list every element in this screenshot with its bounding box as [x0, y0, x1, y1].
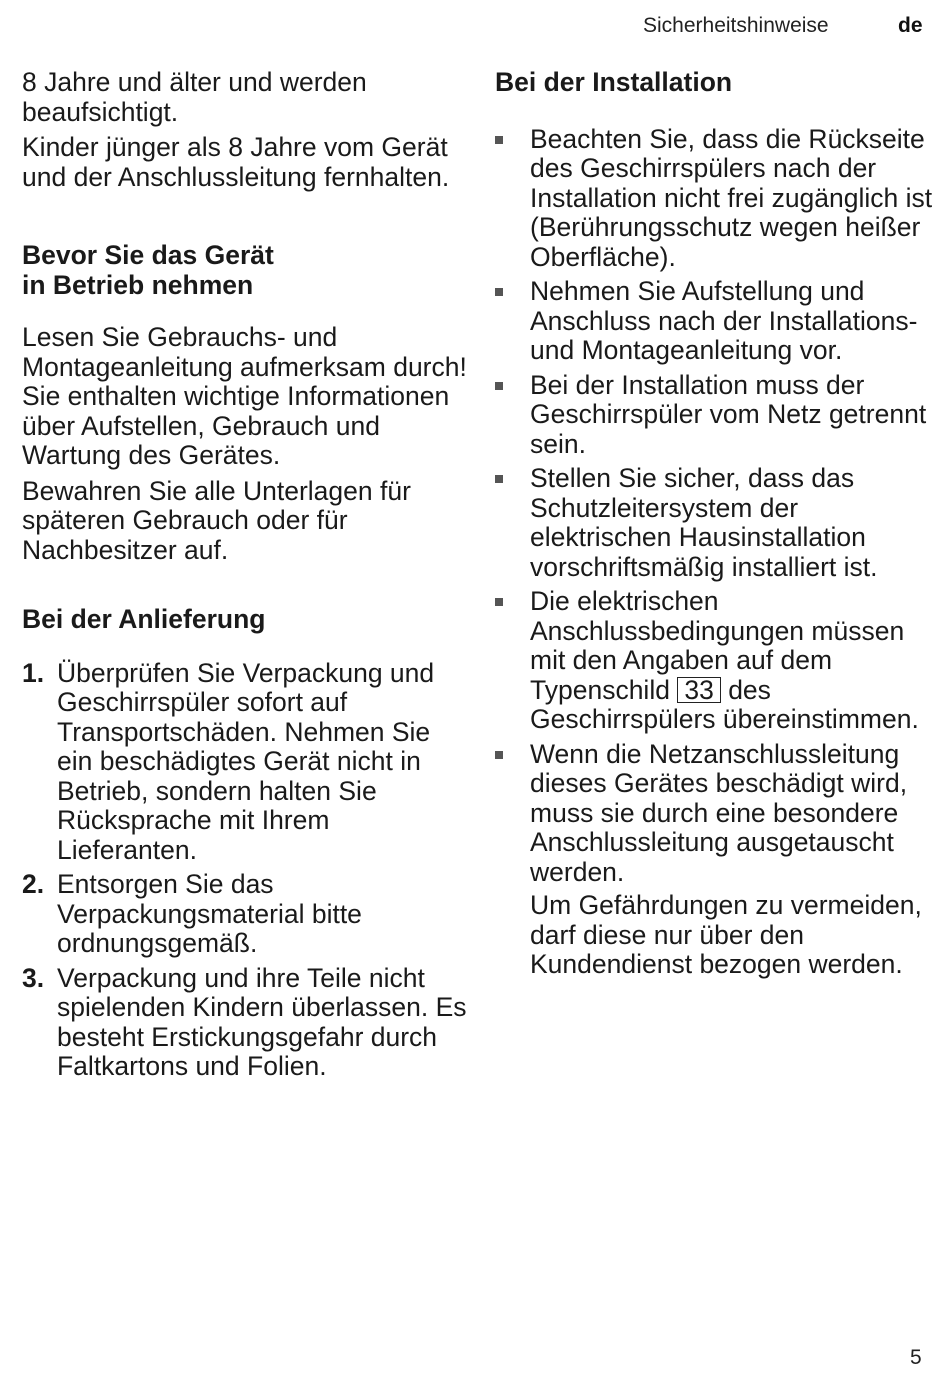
step-number: 2. — [22, 869, 45, 899]
square-bullet-icon — [495, 136, 503, 144]
item-text: Bei der Installation muss der Geschirrspüler vom Netz getrennt sein. — [530, 369, 927, 459]
item-text-post: des Geschirrspülers übereinstimmen. — [530, 674, 919, 734]
heading-delivery: Bei der Anlieferung — [22, 604, 266, 634]
square-bullet-icon — [495, 751, 503, 759]
heading-before-use-line1: Bevor Sie das Gerät — [22, 240, 274, 270]
installation-list — [495, 125, 935, 980]
item-text: Wenn die Netzanschlussleitung dieses Gerätes beschädigt wird, muss sie durch eine besondere Anschlussleitung ausgetauscht werden. — [530, 738, 908, 887]
list-item — [495, 371, 935, 460]
heading-before-use-line2: in Betrieb nehmen — [22, 269, 254, 300]
list-item — [495, 740, 935, 980]
list-item — [495, 587, 935, 735]
paragraph-keep-children-away: Kinder jünger als 8 Jahre vom Gerät und der Anschlussleitung fernhalten. — [22, 132, 450, 192]
list-item — [495, 125, 935, 273]
left-column — [22, 68, 472, 1087]
rating-plate-reference: 33 — [677, 677, 720, 703]
square-bullet-icon — [495, 288, 503, 296]
step-text: Überprüfen Sie Verpackung und Geschirrspüler sofort auf Transportschäden. Nehmen Sie ein beschädigtes Gerät nicht in Betrieb, sondern halten Sie Rücksprache mit Ihrem Lieferanten. — [57, 657, 435, 865]
step-text: Verpackung und ihre Teile nicht spielenden Kindern überlassen. Es besteht Erstickungsgefahr durch Faltkartons und Folien. — [57, 962, 467, 1081]
step-number: 1. — [22, 657, 45, 688]
delivery-steps-list — [22, 659, 472, 1082]
list-item — [495, 277, 935, 366]
heading-installation: Bei der Installation — [495, 67, 733, 97]
square-bullet-icon — [495, 598, 503, 606]
paragraph-age-supervision: 8 Jahre und älter und werden beaufsichtigt. — [22, 67, 367, 127]
list-item — [22, 964, 472, 1082]
running-header-section: Sicherheitshinweise — [643, 14, 829, 37]
item-text-pre: Die elektrischen Anschlussbedingungen müssen mit den Angaben auf dem Typenschild — [530, 586, 905, 705]
step-number: 3. — [22, 962, 45, 993]
list-item — [495, 464, 935, 582]
paragraph-read-manual: Lesen Sie Gebrauchs- und Montageanleitung aufmerksam durch! Sie enthalten wichtige Informationen über Aufstellen, Gebrauch und Wartung des Gerätes. — [22, 322, 467, 470]
item-text: Stellen Sie sicher, dass das Schutzleitersystem der elektrischen Hausinstallation vorschriftsmäßig installiert ist. — [530, 463, 878, 582]
list-item — [22, 870, 472, 959]
square-bullet-icon — [495, 382, 503, 390]
paragraph-keep-documents: Bewahren Sie alle Unterlagen für späteren Gebrauch oder für Nachbesitzer auf. — [22, 475, 411, 565]
item-text: Nehmen Sie Aufstellung und Anschluss nach der Installations- und Montageanleitung vor. — [530, 276, 918, 365]
list-item — [22, 659, 472, 866]
page-number: 5 — [910, 1346, 922, 1369]
heading-before-use — [22, 241, 472, 300]
square-bullet-icon — [495, 475, 503, 483]
item-note: Um Gefährdungen zu vermeiden, darf diese nur über den Kundendienst bezogen werden. — [530, 890, 922, 979]
step-text: Entsorgen Sie das Verpackungsmaterial bitte ordnungsgemäß. — [57, 869, 362, 958]
item-text: Beachten Sie, dass die Rückseite des Geschirrspülers nach der Installation nicht frei zugänglich ist (Berührungsschutz wegen heißer Oberfläche). — [530, 123, 933, 272]
language-code: de — [898, 14, 923, 37]
right-column — [495, 68, 935, 985]
